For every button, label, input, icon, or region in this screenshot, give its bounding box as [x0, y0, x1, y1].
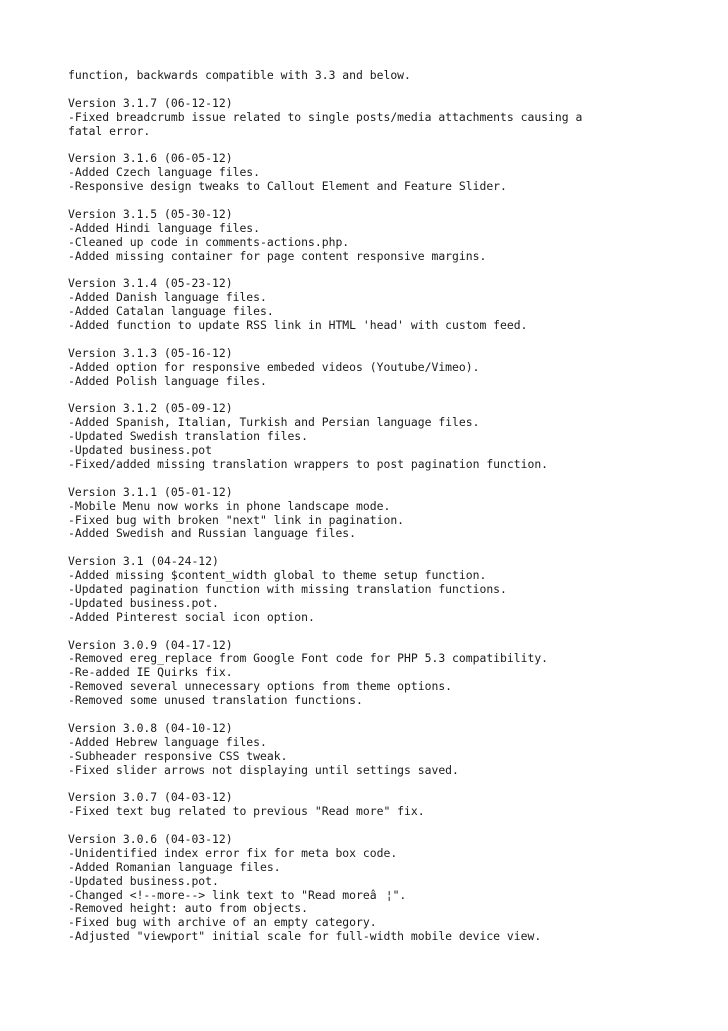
changelog-entry	[68, 347, 708, 389]
change-item: -Added missing container for page content responsive margins.	[68, 248, 487, 263]
change-item: -Added Polish language files.	[68, 373, 267, 388]
changelog-entry	[68, 791, 708, 819]
changelog-entry	[68, 402, 708, 471]
changelog-entry	[68, 722, 708, 778]
change-item: fatal error.	[68, 123, 151, 138]
version-heading: Version 3.1.2 (05-09-12)	[68, 401, 233, 416]
change-item: -Responsive design tweaks to Callout Element and Feature Slider.	[68, 179, 507, 194]
change-item: -Added Catalan language files.	[68, 304, 274, 319]
version-heading: Version 3.1.1 (05-01-12)	[68, 484, 233, 499]
change-item: -Fixed/added missing translation wrappers to post pagination function.	[68, 456, 549, 471]
change-item: -Added option for responsive embeded videos (Youtube/Vimeo).	[68, 359, 480, 374]
continuation-line: function, backwards compatible with 3.3 and below.	[68, 68, 411, 82]
changelog-entry	[68, 97, 708, 139]
version-heading: Version 3.0.8 (04-10-12)	[68, 720, 233, 735]
version-heading: Version 3.1.6 (06-05-12)	[68, 151, 233, 166]
change-item: -Added missing $content_width global to theme setup function.	[68, 568, 487, 583]
change-item: -Removed several unnecessary options from theme options.	[68, 679, 453, 694]
changelog-entry	[68, 555, 708, 624]
change-item: -Added Hebrew language files.	[68, 734, 267, 749]
change-item: -Removed height: auto from objects.	[68, 901, 309, 916]
changelog-entry	[68, 486, 708, 542]
change-item: -Cleaned up code in comments-actions.php.	[68, 234, 350, 249]
changelog-document	[68, 69, 708, 958]
change-item: -Updated Swedish translation files.	[68, 429, 309, 444]
change-item: -Subheader responsive CSS tweak.	[68, 748, 288, 763]
change-item: -Adjusted "viewport" initial scale for full-width mobile device view.	[68, 929, 542, 944]
change-item: -Updated business.pot	[68, 443, 213, 458]
change-item: -Added Danish language files.	[68, 290, 267, 305]
version-heading: Version 3.1.5 (05-30-12)	[68, 206, 233, 221]
change-item: -Fixed bug with broken "next" link in pagination.	[68, 512, 405, 527]
version-heading: Version 3.1.3 (05-16-12)	[68, 345, 233, 360]
changelog-entry	[68, 208, 708, 264]
change-item: -Re-added IE Quirks fix.	[68, 665, 233, 680]
version-heading: Version 3.0.7 (04-03-12)	[68, 790, 233, 805]
version-heading: Version 3.0.6 (04-03-12)	[68, 831, 233, 846]
change-item: -Updated pagination function with missing translation functions.	[68, 581, 507, 596]
version-heading: Version 3.1.7 (06-12-12)	[68, 95, 233, 110]
changelog-entry	[68, 833, 708, 944]
change-item: -Removed some unused translation functions.	[68, 693, 363, 708]
change-item: -Added Spanish, Italian, Turkish and Persian language files.	[68, 415, 480, 430]
change-item: -Fixed bug with archive of an empty category.	[68, 915, 377, 930]
changelog-entry	[68, 639, 708, 708]
changelog-entry	[68, 277, 708, 333]
change-item: -Unidentified index error fix for meta box code.	[68, 845, 398, 860]
version-heading: Version 3.1.4 (05-23-12)	[68, 276, 233, 291]
change-item: -Fixed slider arrows not displaying until settings saved.	[68, 762, 459, 777]
change-item: -Updated business.pot.	[68, 873, 219, 888]
change-item: -Added Romanian language files.	[68, 859, 281, 874]
change-item: -Mobile Menu now works in phone landscape mode.	[68, 498, 391, 513]
change-item: -Updated business.pot.	[68, 595, 219, 610]
change-item: -Fixed breadcrumb issue related to single posts/media attachments causing a	[68, 109, 583, 124]
change-item: -Changed <!--more--> link text to "Read moreâ¦".	[68, 887, 407, 902]
change-item: -Fixed text bug related to previous "Read more" fix.	[68, 804, 425, 819]
changelog-continuation	[68, 69, 708, 83]
change-item: -Removed ereg_replace from Google Font code for PHP 5.3 compatibility.	[68, 651, 549, 666]
change-item: -Added Czech language files.	[68, 165, 261, 180]
change-item: -Added Hindi language files.	[68, 220, 261, 235]
version-heading: Version 3.1 (04-24-12)	[68, 554, 219, 569]
change-item: -Added function to update RSS link in HTML 'head' with custom feed.	[68, 318, 528, 333]
change-item: -Added Swedish and Russian language files.	[68, 526, 357, 541]
changelog-entry	[68, 152, 708, 194]
version-heading: Version 3.0.9 (04-17-12)	[68, 637, 233, 652]
change-item: -Added Pinterest social icon option.	[68, 609, 315, 624]
